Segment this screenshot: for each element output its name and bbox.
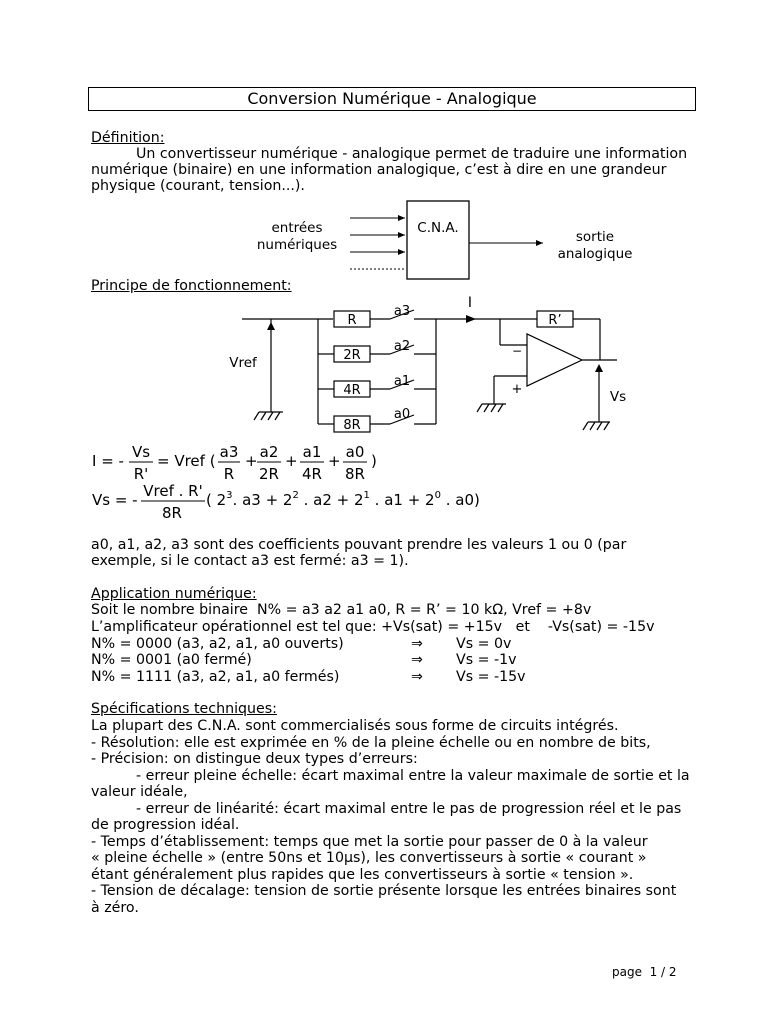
principle-heading: Principe de fonctionnement: [91,278,292,294]
vs-label: Vs [609,389,627,405]
formula1-term2-num: a2 [259,443,279,461]
formula2-t2: . a2 + 2 [298,491,364,509]
application-heading: Application numérique: [91,586,257,602]
resistor-label-4R: 4R [343,383,361,398]
definition-line-2: numérique (binaire) en une information analogique, c’est à dire en une grandeur [91,162,667,178]
formula1-close: ) [371,452,377,470]
application-row-1-right: Vs = 0v [456,636,512,652]
application-row-1-left: N% = 0000 (a3, a2, a1, a0 ouverts) [91,636,344,652]
formula2-exp2: 2 [292,490,299,501]
formula2-t1: . a1 + 2 [369,491,435,509]
formula2-den: 8R [162,504,182,522]
non-inverting-sign: + [511,382,523,397]
coefficients-line-1: a0, a1, a2, a3 sont des coefficients pouvant prendre les valeurs 1 ou 0 (par [91,537,627,553]
svg-text:( 23. a3 + 22 . a2 + 21 . a1 + [206,490,480,509]
inputs-label-2: numériques [256,237,338,253]
page-title: Conversion Numérique - Analogique [88,87,696,111]
formula2-open: ( 2 [206,491,227,509]
plus-sign: + [328,452,341,470]
specs-line-9: « pleine échelle » (entre 50ns et 10µs), les convertisseurs à sortie « courant » [91,850,647,866]
specs-line-10: étant généralement plus rapides que les convertisseurs à sortie « tension ». [91,867,634,883]
cna-label: C.N.A. [417,220,459,236]
formula1-den: R' [133,465,149,483]
formula2-exp3: 3 [226,490,233,501]
formula1-term3-den: 4R [302,465,322,483]
inverting-sign: − [511,344,523,358]
application-row-2-right: Vs = -1v [456,652,517,668]
output-label-1: sortie [575,229,615,245]
specs-line-5: valeur idéale, [91,784,188,800]
specs-line-1: La plupart des C.N.A. sont commercialisés sous forme de circuits intégrés. [91,718,619,734]
specs-line-11: - Tension de décalage: tension de sortie présente lorsque les entrées binaires sont [91,883,677,899]
application-row-3-right: Vs = -15v [456,669,526,685]
specs-line-3: - Précision: on distingue deux types d’erreurs: [91,751,418,767]
formula1-term2-den: 2R [259,465,279,483]
feedback-resistor-label: R’ [548,313,562,328]
resistor-label-2R: 2R [343,348,361,363]
formula2-t3: . a3 + 2 [232,491,293,509]
application-row-1-arrow: ⇒ [411,636,423,652]
formula1-lhs: I = - [92,452,124,470]
vref-label: Vref [229,355,257,371]
switch-label-a3: a3 [393,304,411,319]
output-label-2: analogique [557,246,633,262]
formula1-mid: = Vref ( [157,452,216,470]
formula2-exp1: 1 [363,490,370,501]
current-label: I [467,295,473,311]
resistor-label-R: R [347,313,357,328]
switch-label-a0: a0 [393,407,411,422]
formula1-num: Vs [131,443,151,461]
definition-heading: Définition: [91,130,165,146]
formula1-term4-num: a0 [345,443,365,461]
definition-line-3: physique (courant, tension...). [91,178,305,194]
formula1-term1-den: R [223,465,235,483]
resistor-label-8R: 8R [343,418,361,433]
inputs-label-1: entrées [271,220,323,236]
page-number: page 1 / 2 [612,965,677,979]
formula2-exp0: 0 [434,490,441,501]
switch-label-a2: a2 [393,339,411,354]
specs-line-12: à zéro. [91,900,139,916]
specs-heading: Spécifications techniques: [91,701,277,717]
plus-sign: + [245,452,258,470]
formula1-term3-num: a1 [302,443,322,461]
formula2-lhs: Vs = - [92,491,138,509]
specs-line-2: - Résolution: elle est exprimée en % de la pleine échelle ou en nombre de bits, [91,735,651,751]
switch-label-a1: a1 [393,374,411,389]
application-row-3-left: N% = 1111 (a3, a2, a1, a0 fermés) [91,669,340,685]
formula2-t0: . a0) [440,491,480,509]
specs-line-6: - erreur de linéarité: écart maximal entre le pas de progression réel et le pas [136,801,682,817]
application-row-2-left: N% = 0001 (a0 fermé) [91,652,252,668]
coefficients-line-2: exemple, si le contact a3 est fermé: a3 = 1). [91,553,409,569]
specs-line-4: - erreur pleine échelle: écart maximal entre la valeur maximale de sortie et la [136,768,690,784]
definition-line-1: Un convertisseur numérique - analogique permet de traduire une information [136,146,688,162]
specs-line-8: - Temps d’établissement: temps que met la sortie pour passer de 0 à la valeur [91,834,648,850]
application-line-1: Soit le nombre binaire N% = a3 a2 a1 a0, R = R’ = 10 kΩ, Vref = +8v [91,602,592,618]
plus-sign: + [285,452,298,470]
formula1-term1-num: a3 [219,443,239,461]
application-line-2: L’amplificateur opérationnel est tel que: +Vs(sat) = +15v et -Vs(sat) = -15v [91,619,655,635]
specs-line-7: de progression idéal. [91,817,240,833]
formula1-term4-den: 8R [345,465,365,483]
application-row-3-arrow: ⇒ [411,669,423,685]
application-row-2-arrow: ⇒ [411,652,423,668]
formula2-num: Vref . R' [143,482,203,500]
